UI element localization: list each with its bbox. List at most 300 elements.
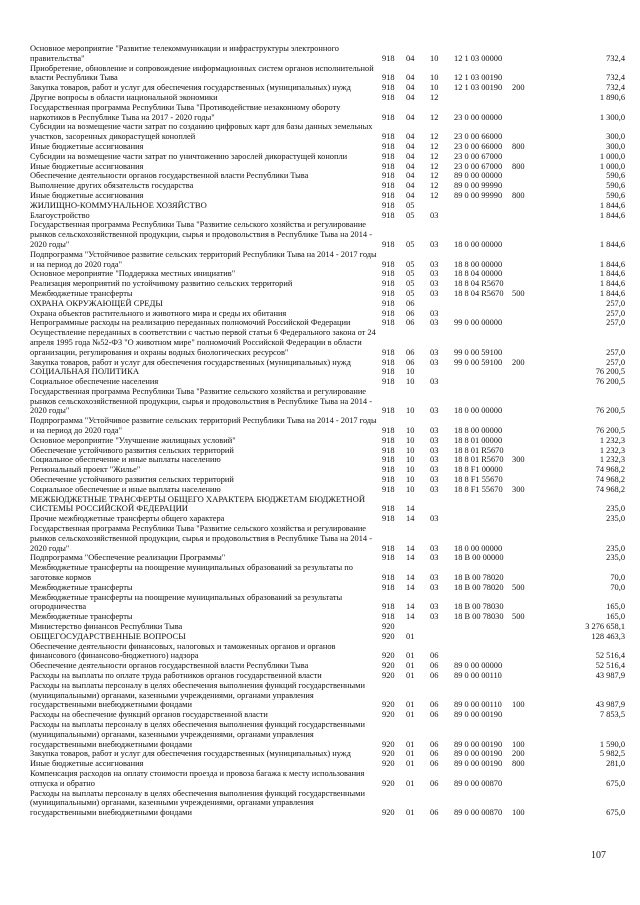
row-amount: 257,0 bbox=[606, 308, 625, 318]
row-expense-type bbox=[512, 642, 549, 662]
row-subsection bbox=[430, 632, 454, 642]
row-ministry-code: 920 bbox=[382, 778, 395, 788]
row-name: Межбюджетные трансферты bbox=[30, 612, 133, 622]
table-row bbox=[30, 44, 625, 64]
page-number: 107 bbox=[591, 850, 606, 861]
row-ministry-code: 918 bbox=[382, 602, 395, 612]
row-amount: 76 200,5 bbox=[595, 426, 625, 436]
row-amount: 1 844,6 bbox=[599, 200, 625, 210]
row-name: Государственная программа Республики Тыва "Развитие сельского хозяйства и регулирование рынков сельскохозяйственной продукции, сырья и продовольствия в Республике Тыва на 2014 - 2020 годы" bbox=[30, 386, 372, 416]
row-name: ОБЩЕГОСУДАРСТВЕННЫЕ ВОПРОСЫ bbox=[30, 630, 186, 641]
row-amount: 590,6 bbox=[606, 190, 625, 200]
budget-page bbox=[30, 44, 625, 818]
table-row bbox=[30, 455, 625, 465]
row-amount: 5 982,5 bbox=[599, 749, 625, 759]
row-ministry-code: 920 bbox=[382, 759, 395, 769]
row-name: Иные бюджетные ассигнования bbox=[30, 141, 144, 151]
row-subsection: 03 bbox=[430, 288, 439, 298]
row-ministry-code: 918 bbox=[382, 210, 395, 220]
row-section: 05 bbox=[406, 210, 415, 220]
row-target-article bbox=[454, 93, 512, 103]
row-amount: 281,0 bbox=[606, 759, 625, 769]
row-ministry-code: 918 bbox=[382, 318, 395, 328]
row-subsection: 03 bbox=[430, 514, 439, 524]
row-expense-type bbox=[512, 279, 549, 289]
row-section: 06 bbox=[406, 347, 415, 357]
row-expense-type: 500 bbox=[512, 288, 525, 298]
table-row bbox=[30, 269, 625, 279]
row-target-article bbox=[454, 367, 512, 377]
row-name: Основное мероприятие "Развитие телекоммуникации и инфраструктуры электронного правительства" bbox=[30, 44, 339, 63]
row-section bbox=[406, 622, 430, 632]
row-name: Иные бюджетные ассигнования bbox=[30, 161, 144, 171]
row-subsection: 12 bbox=[430, 151, 439, 161]
row-ministry-code: 918 bbox=[382, 161, 395, 171]
row-target-article: 89 0 00 00000 bbox=[454, 171, 503, 181]
row-name: Основное мероприятие "Улучшение жилищных условий" bbox=[30, 435, 236, 445]
row-target-article: 89 0 00 00870 bbox=[454, 808, 503, 818]
row-section: 05 bbox=[406, 269, 415, 279]
row-name: Основное мероприятие "Поддержка местных инициатив" bbox=[30, 269, 236, 279]
row-target-article: 18 8 F1 55670 bbox=[454, 484, 503, 494]
row-amount: 1 590,0 bbox=[599, 739, 625, 749]
row-section: 14 bbox=[406, 514, 415, 524]
row-name: Реализация мероприятий по устойчивому развитию сельских территорий bbox=[30, 279, 293, 289]
table-row bbox=[30, 328, 625, 357]
row-target-article: 18 8 04 R5670 bbox=[454, 288, 504, 298]
row-subsection: 03 bbox=[430, 455, 439, 465]
row-section: 04 bbox=[406, 53, 415, 63]
row-name: Государственная программа Республики Тыва "Развитие сельского хозяйства и регулирование рынков сельскохозяйственной продукции, сырья и продовольствия в Республике Тыва на 2014 - 2020 годы" bbox=[30, 220, 372, 249]
table-row bbox=[30, 553, 625, 563]
row-subsection bbox=[430, 622, 454, 632]
row-target-article: 23 0 00 67000 bbox=[454, 151, 503, 161]
row-subsection: 03 bbox=[430, 435, 439, 445]
row-subsection: 10 bbox=[430, 73, 439, 83]
row-expense-type bbox=[512, 269, 549, 279]
row-subsection: 03 bbox=[430, 318, 439, 328]
row-subsection: 12 bbox=[430, 181, 439, 191]
row-target-article: 18 В 00 78020 bbox=[454, 582, 504, 592]
row-expense-type bbox=[512, 122, 549, 142]
row-name: ОХРАНА ОКРУЖАЮЩЕЙ СРЕДЫ bbox=[30, 297, 163, 308]
table-row bbox=[30, 495, 625, 515]
row-target-article: 18 0 00 00000 bbox=[454, 406, 503, 416]
row-target-article: 18 8 04 R5670 bbox=[454, 279, 504, 289]
row-amount: 732,4 bbox=[606, 83, 625, 93]
row-section: 04 bbox=[406, 151, 415, 161]
table-row bbox=[30, 387, 625, 416]
row-amount: 1 232,3 bbox=[599, 445, 625, 455]
table-row bbox=[30, 661, 625, 671]
row-name: Обеспечение деятельности органов государственной власти Республики Тыва bbox=[30, 171, 309, 181]
row-expense-type bbox=[512, 211, 549, 221]
row-name: Обеспечение деятельности органов государственной власти Республики Тыва bbox=[30, 661, 309, 671]
row-subsection: 06 bbox=[430, 759, 439, 769]
table-row bbox=[30, 171, 625, 181]
table-row bbox=[30, 152, 625, 162]
row-name: Непрограммные расходы на реализацию переданных полномочий Российской Федерации bbox=[30, 318, 351, 328]
row-name: ЖИЛИЩНО-КОММУНАЛЬНОЕ ХОЗЯЙСТВО bbox=[30, 199, 207, 210]
row-amount: 3 276 658,1 bbox=[585, 622, 625, 632]
row-section: 04 bbox=[406, 190, 415, 200]
row-name: Приобретение, обновление и сопровождение информационных систем органов исполнительной власти Республики Тыва bbox=[30, 63, 374, 83]
row-subsection: 12 bbox=[430, 92, 439, 102]
row-section: 01 bbox=[406, 778, 415, 788]
row-expense-type bbox=[512, 671, 549, 681]
table-row bbox=[30, 377, 625, 387]
row-expense-type bbox=[512, 309, 549, 319]
row-name: Закупка товаров, работ и услуг для обеспечения государственных (муниципальных) нужд bbox=[30, 357, 351, 367]
row-section: 10 bbox=[406, 406, 415, 416]
row-ministry-code: 918 bbox=[382, 279, 395, 289]
row-expense-type bbox=[512, 367, 549, 377]
row-section: 01 bbox=[406, 700, 415, 710]
row-ministry-code: 918 bbox=[382, 475, 395, 485]
row-section: 01 bbox=[406, 710, 415, 720]
row-amount: 76 200,5 bbox=[595, 406, 625, 416]
row-section: 01 bbox=[406, 661, 415, 671]
table-row bbox=[30, 749, 625, 759]
row-section: 01 bbox=[406, 671, 415, 680]
table-row bbox=[30, 612, 625, 622]
table-row bbox=[30, 220, 625, 249]
row-section: 10 bbox=[406, 475, 415, 485]
row-amount: 1 890,6 bbox=[599, 92, 625, 102]
table-row bbox=[30, 593, 625, 613]
row-ministry-code: 918 bbox=[382, 465, 395, 475]
row-section: 06 bbox=[406, 298, 415, 308]
row-subsection: 10 bbox=[430, 53, 439, 63]
row-expense-type bbox=[512, 475, 549, 485]
row-expense-type: 200 bbox=[512, 749, 525, 759]
row-expense-type bbox=[512, 299, 549, 309]
row-section: 06 bbox=[406, 357, 415, 367]
row-amount: 235,0 bbox=[606, 553, 625, 563]
row-expense-type: 300 bbox=[512, 455, 525, 465]
row-section: 14 bbox=[406, 504, 415, 514]
budget-table-body bbox=[30, 44, 625, 818]
table-row bbox=[30, 436, 625, 446]
row-target-article bbox=[454, 309, 512, 319]
row-expense-type: 800 bbox=[512, 190, 525, 200]
row-amount: 70,0 bbox=[610, 582, 625, 592]
table-row bbox=[30, 416, 625, 436]
row-expense-type: 800 bbox=[512, 759, 525, 769]
row-section: 04 bbox=[406, 92, 415, 102]
row-ministry-code: 918 bbox=[382, 377, 395, 387]
row-section: 01 bbox=[406, 631, 415, 641]
row-ministry-code: 918 bbox=[382, 406, 395, 416]
row-subsection: 12 bbox=[430, 112, 439, 122]
row-subsection bbox=[430, 495, 454, 515]
row-target-article: 89 0 00 00870 bbox=[454, 778, 503, 788]
row-subsection: 03 bbox=[430, 582, 439, 592]
row-amount: 1 300,0 bbox=[599, 112, 625, 122]
table-row bbox=[30, 367, 625, 377]
row-name: Межбюджетные трансферты bbox=[30, 582, 133, 592]
row-subsection: 03 bbox=[430, 347, 439, 357]
table-row bbox=[30, 681, 625, 710]
row-ministry-code: 918 bbox=[382, 53, 395, 63]
row-amount: 165,0 bbox=[606, 612, 625, 622]
table-row bbox=[30, 201, 625, 211]
table-row bbox=[30, 583, 625, 593]
row-subsection: 03 bbox=[430, 612, 439, 622]
row-expense-type bbox=[512, 64, 549, 84]
row-name: Государственная программа Республики Тыва "Развитие сельского хозяйства и регулирование рынков сельскохозяйственной продукции, сырья и продовольствия в Республике Тыва на 2014 - 2020 годы" bbox=[30, 524, 372, 553]
row-section: 10 bbox=[406, 484, 415, 494]
table-row bbox=[30, 309, 625, 319]
row-subsection: 03 bbox=[430, 239, 439, 249]
row-name: Благоустройство bbox=[30, 210, 90, 220]
row-subsection bbox=[430, 201, 454, 211]
row-ministry-code: 918 bbox=[382, 582, 395, 592]
row-subsection: 03 bbox=[430, 426, 439, 436]
row-name: Государственная программа Республики Тыва "Противодействие незаконному обороту наркотиков в Республике Тыва на 2017 - 2020 годы" bbox=[30, 102, 341, 122]
row-target-article: 89 0 00 00190 bbox=[454, 739, 503, 749]
row-expense-type bbox=[512, 93, 549, 103]
row-amount: 257,0 bbox=[606, 298, 625, 308]
row-amount: 74 968,2 bbox=[595, 484, 625, 494]
row-name: Иные бюджетные ассигнования bbox=[30, 190, 144, 200]
row-name: Социальное обеспечение и иные выплаты населению bbox=[30, 455, 221, 465]
row-ministry-code: 920 bbox=[382, 651, 395, 661]
row-amount: 52 516,4 bbox=[595, 661, 625, 671]
row-amount: 1 844,6 bbox=[599, 269, 625, 279]
row-target-article bbox=[454, 622, 512, 632]
row-ministry-code: 918 bbox=[382, 141, 395, 151]
row-expense-type: 800 bbox=[512, 161, 525, 171]
row-section: 01 bbox=[406, 739, 415, 749]
row-amount: 1 000,0 bbox=[599, 161, 625, 171]
row-target-article bbox=[454, 377, 512, 387]
row-ministry-code: 918 bbox=[382, 367, 395, 377]
row-ministry-code: 918 bbox=[382, 298, 395, 308]
row-expense-type bbox=[512, 201, 549, 211]
row-expense-type bbox=[512, 44, 549, 64]
row-expense-type bbox=[512, 416, 549, 436]
row-subsection: 06 bbox=[430, 749, 439, 759]
row-name: Субсидии на возмещение части затрат по уничтожению зарослей дикорастущей конопли bbox=[30, 151, 348, 161]
table-row bbox=[30, 720, 625, 749]
row-ministry-code: 918 bbox=[382, 347, 395, 357]
row-name: Подпрограмма "Устойчивое развитие сельских территорий Республики Тыва на 2014 - 2017 годы и на период до 2020 года" bbox=[30, 249, 377, 269]
row-subsection: 12 bbox=[430, 132, 439, 142]
row-amount: 1 844,6 bbox=[599, 239, 625, 249]
row-amount: 52 516,4 bbox=[595, 651, 625, 661]
row-section: 10 bbox=[406, 367, 415, 377]
table-row bbox=[30, 769, 625, 789]
row-ministry-code: 918 bbox=[382, 426, 395, 436]
row-ministry-code: 918 bbox=[382, 308, 395, 318]
row-target-article: 18 8 04 00000 bbox=[454, 269, 503, 279]
row-ministry-code: 918 bbox=[382, 171, 395, 181]
row-section: 10 bbox=[406, 465, 415, 475]
row-name: Социальное обеспечение и иные выплаты населению bbox=[30, 484, 221, 494]
row-target-article: 99 0 00 59100 bbox=[454, 357, 503, 367]
row-target-article bbox=[454, 632, 512, 642]
row-subsection: 03 bbox=[430, 465, 439, 475]
row-target-article: 12 1 03 00190 bbox=[454, 73, 503, 83]
row-target-article: 89 0 00 00190 bbox=[454, 759, 503, 769]
table-row bbox=[30, 103, 625, 123]
row-section: 10 bbox=[406, 426, 415, 436]
row-subsection: 06 bbox=[430, 661, 439, 671]
row-name: Закупка товаров, работ и услуг для обеспечения государственных (муниципальных) нужд bbox=[30, 83, 351, 93]
row-expense-type bbox=[512, 250, 549, 270]
row-name: Другие вопросы в области национальной экономики bbox=[30, 92, 218, 102]
row-section: 04 bbox=[406, 112, 415, 122]
row-ministry-code: 918 bbox=[382, 553, 395, 563]
row-name: Обеспечение устойчивого развития сельских территорий bbox=[30, 475, 234, 485]
row-target-article: 18 В 00 00000 bbox=[454, 553, 504, 563]
row-expense-type: 100 bbox=[512, 808, 525, 818]
row-amount: 257,0 bbox=[606, 347, 625, 357]
row-target-article: 18 8 01 00000 bbox=[454, 435, 503, 445]
row-amount: 7 853,5 bbox=[599, 710, 625, 720]
row-target-article: 23 0 00 00000 bbox=[454, 112, 503, 122]
row-target-article: 18 8 00 00000 bbox=[454, 426, 503, 436]
row-amount: 235,0 bbox=[606, 543, 625, 553]
row-expense-type bbox=[512, 446, 549, 456]
row-subsection: 10 bbox=[430, 83, 439, 93]
row-section: 05 bbox=[406, 288, 415, 298]
row-section: 14 bbox=[406, 573, 415, 583]
row-section: 14 bbox=[406, 612, 415, 622]
row-subsection: 03 bbox=[430, 553, 439, 563]
row-amount: 1 000,0 bbox=[599, 151, 625, 161]
row-ministry-code: 918 bbox=[382, 92, 395, 102]
row-subsection: 06 bbox=[430, 710, 439, 720]
row-subsection: 06 bbox=[430, 651, 439, 661]
row-section: 05 bbox=[406, 279, 415, 289]
row-amount: 300,0 bbox=[606, 141, 625, 151]
row-section: 06 bbox=[406, 308, 415, 318]
row-subsection bbox=[430, 367, 454, 377]
row-amount: 74 968,2 bbox=[595, 465, 625, 475]
table-row bbox=[30, 211, 625, 221]
row-target-article: 89 0 00 00190 bbox=[454, 749, 503, 759]
row-subsection: 03 bbox=[430, 602, 439, 612]
row-ministry-code: 918 bbox=[382, 190, 395, 200]
row-amount: 257,0 bbox=[606, 357, 625, 367]
row-subsection: 06 bbox=[430, 808, 439, 818]
row-ministry-code: 918 bbox=[382, 455, 395, 465]
table-row bbox=[30, 318, 625, 328]
row-ministry-code: 920 bbox=[382, 749, 395, 759]
row-target-article bbox=[454, 201, 512, 211]
row-section: 05 bbox=[406, 239, 415, 249]
row-ministry-code: 920 bbox=[382, 631, 395, 641]
row-amount: 1 844,6 bbox=[599, 288, 625, 298]
row-name: Охрана объектов растительного и животного мира и среды их обитания bbox=[30, 308, 287, 318]
row-name: Социальное обеспечение населения bbox=[30, 377, 159, 387]
row-ministry-code: 918 bbox=[382, 151, 395, 161]
table-row bbox=[30, 514, 625, 524]
row-section: 10 bbox=[406, 445, 415, 455]
row-name: Расходы на выплаты персоналу в целях обеспечения выполнения функций государственными (муниципальными) органами, казенными учреждениями, органами управления государственными внебюджетными фондами bbox=[30, 680, 365, 710]
row-amount: 76 200,5 bbox=[595, 367, 625, 377]
row-name: Межбюджетные трансферты на поощрение муниципальных образований за результаты огородничества bbox=[30, 592, 343, 612]
table-row bbox=[30, 181, 625, 191]
row-expense-type bbox=[512, 387, 549, 416]
row-expense-type bbox=[512, 328, 549, 357]
row-subsection bbox=[430, 299, 454, 309]
row-target-article bbox=[454, 299, 512, 309]
row-amount: 1 844,6 bbox=[599, 210, 625, 220]
row-ministry-code: 918 bbox=[382, 288, 395, 298]
row-section: 04 bbox=[406, 141, 415, 151]
row-amount: 235,0 bbox=[606, 504, 625, 514]
budget-table bbox=[30, 44, 625, 818]
table-row bbox=[30, 93, 625, 103]
row-target-article: 18 В 00 78020 bbox=[454, 573, 504, 583]
row-section: 10 bbox=[406, 435, 415, 445]
row-amount: 74 968,2 bbox=[595, 475, 625, 485]
row-ministry-code: 918 bbox=[382, 200, 395, 210]
row-name: Обеспечение деятельности финансовых, налоговых и таможенных органов и органов финансового (финансово-бюджетного) надзора bbox=[30, 641, 336, 661]
row-ministry-code: 920 bbox=[382, 710, 395, 720]
row-subsection: 03 bbox=[430, 210, 439, 220]
row-section: 10 bbox=[406, 455, 415, 465]
row-ministry-code: 918 bbox=[382, 435, 395, 445]
row-subsection: 03 bbox=[430, 484, 439, 494]
row-subsection: 03 bbox=[430, 406, 439, 416]
row-target-article: 18 8 01 R5670 bbox=[454, 455, 504, 465]
row-amount: 43 987,9 bbox=[595, 671, 625, 680]
row-name: Прочие межбюджетные трансферты общего характера bbox=[30, 514, 225, 524]
row-name: Расходы на выплаты по оплате труда работников органов государственной власти bbox=[30, 671, 322, 680]
row-amount: 300,0 bbox=[606, 132, 625, 142]
table-row bbox=[30, 279, 625, 289]
row-expense-type: 100 bbox=[512, 739, 525, 749]
row-subsection: 03 bbox=[430, 377, 439, 387]
row-target-article: 89 0 00 00000 bbox=[454, 661, 503, 671]
table-row bbox=[30, 563, 625, 583]
table-row bbox=[30, 250, 625, 270]
row-expense-type: 500 bbox=[512, 612, 525, 622]
row-amount: 128 463,3 bbox=[591, 631, 625, 641]
row-amount: 732,4 bbox=[606, 53, 625, 63]
row-name: Министерство финансов Республики Тыва bbox=[30, 622, 183, 632]
table-row bbox=[30, 299, 625, 309]
row-section: 04 bbox=[406, 171, 415, 181]
row-subsection: 06 bbox=[430, 671, 439, 680]
row-amount: 675,0 bbox=[606, 808, 625, 818]
row-ministry-code: 918 bbox=[382, 543, 395, 553]
table-row bbox=[30, 642, 625, 662]
row-target-article: 99 0 00 00000 bbox=[454, 318, 503, 328]
row-expense-type bbox=[512, 622, 549, 632]
row-name: Межбюджетные трансферты на поощрение муниципальных образований за результаты по заготовке кормов bbox=[30, 563, 353, 583]
row-ministry-code: 918 bbox=[382, 514, 395, 524]
table-row bbox=[30, 524, 625, 553]
table-row bbox=[30, 759, 625, 769]
table-row bbox=[30, 162, 625, 172]
row-target-article bbox=[454, 514, 512, 524]
row-expense-type bbox=[512, 220, 549, 249]
row-expense-type bbox=[512, 436, 549, 446]
row-target-article: 23 0 00 66000 bbox=[454, 132, 503, 142]
row-target-article: 18 В 00 78030 bbox=[454, 612, 504, 622]
row-target-article: 18 8 01 R5670 bbox=[454, 445, 504, 455]
row-expense-type: 800 bbox=[512, 141, 525, 151]
row-expense-type bbox=[512, 103, 549, 123]
row-name: Расходы на выплаты персоналу в целях обеспечения выполнения функций государственными (муниципальными) органами, казенными учреждениями, органами управления государственными внебюджетными фондами bbox=[30, 788, 365, 818]
row-section: 06 bbox=[406, 318, 415, 328]
row-subsection: 12 bbox=[430, 161, 439, 171]
